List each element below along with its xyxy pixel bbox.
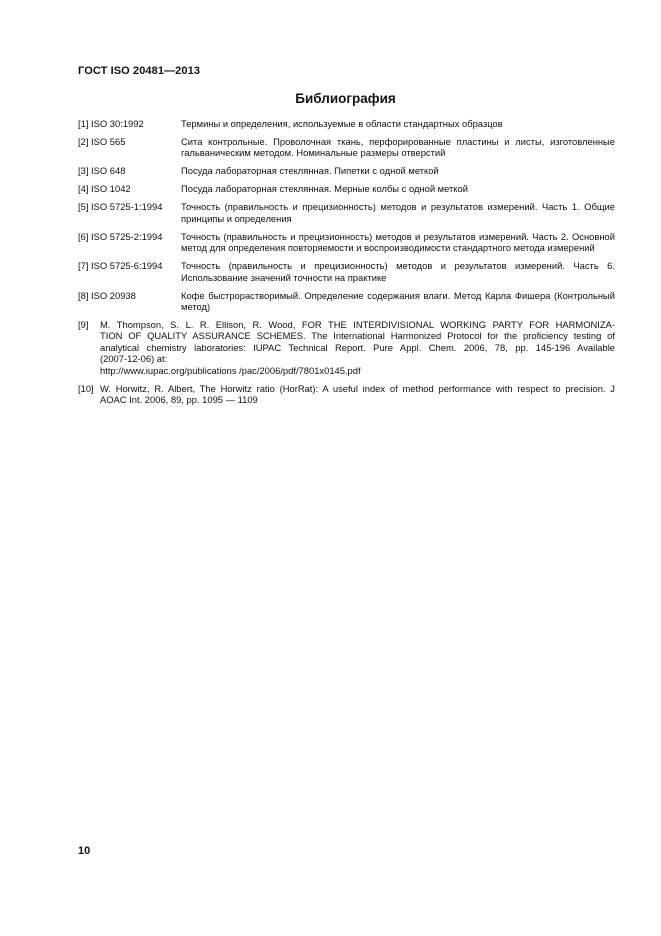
reference-number: [8] ISO 20938 [78,289,136,301]
reference-text: Посуда лабораторная стеклянная. Мерные колбы с одной меткой [181,183,468,195]
reference-text [100,319,615,376]
reference-number: [7] ISO 5725-6:1994 [78,260,163,272]
reference-item [78,260,615,283]
reference-line: TION OF QUALITY ASSURANCE SCHEMES. The International Harmonized Protocol for the proficiency testing of [100,330,615,342]
reference-item [78,383,615,406]
reference-number: [5] ISO 5725-1:1994 [78,201,163,213]
reference-number: [6] ISO 5725-2:1994 [78,230,163,242]
reference-text: Точность (правильность и прецизионность) методов и результатов измерений. Часть 2. Основной метод для определения повторяемости и воспроизводимости стандартного метода измерений [181,230,615,254]
reference-number: [9] [78,319,89,331]
reference-line: W. Horwitz, R. Albert, The Horwitz ratio (HorRat): A useful index of method performance with respect to precision. J [100,382,615,394]
reference-item [78,201,615,224]
reference-text [100,383,615,406]
page-number: 10 [78,845,91,857]
reference-item [78,290,615,313]
standard-code: ГОСТ ISO 20481—2013 [78,65,201,77]
reference-item [78,165,615,176]
reference-number: [3] ISO 648 [78,165,126,177]
reference-url: http://www.iupac.org/publications /pac/2006/pdf/7801x0145.pdf [100,364,361,376]
reference-line: AOAC Int. 2006, 89, pp. 1095 — 1109 [100,394,258,406]
reference-item [78,183,615,194]
reference-line: M. Thompson, S. L. R. Ellison, R. Wood, FOR THE INTERDIVISIONAL WORKING PARTY FOR HARMONIZA- [100,319,615,331]
reference-text: Точность (правильность и прецизионность) методов и результатов измерений. Часть 6. Использование значений точности на практике [181,260,615,283]
reference-text: Термины и определения, используемые в области стандартных образцов [181,118,503,129]
reference-number: [1] ISO 30:1992 [78,118,144,129]
reference-text: Точность (правильность и прецизионность) методов и результатов измерений. Часть 1. Общие принципы и определения [181,201,615,224]
reference-item [78,118,615,129]
reference-text: Посуда лабораторная стеклянная. Пипетки с одной меткой [181,165,439,177]
reference-item [78,231,615,254]
bibliography-list [78,118,615,412]
reference-text: Кофе быстрорастворимый. Определение содержания влаги. Метод Карла Фишера (Контрольный метод) [181,289,615,313]
reference-number: [2] ISO 565 [78,136,126,147]
reference-item [78,136,615,159]
reference-item [78,319,615,376]
reference-line: analytical chemistry laboratories: IUPAC Technical Report. Pure Appl. Chem. 2006, 78, pp. 145-196 Available [100,341,615,353]
reference-number: [10] [78,382,94,394]
reference-number: [4] ISO 1042 [78,183,131,195]
reference-line: (2007-12-06) at: [100,353,168,365]
reference-text: Сита контрольные. Проволочная ткань, перфорированные пластины и листы, изготовленные гальваническим методом. Номинальные размеры отверстий [181,136,615,159]
page-title: Библиография [295,91,396,106]
